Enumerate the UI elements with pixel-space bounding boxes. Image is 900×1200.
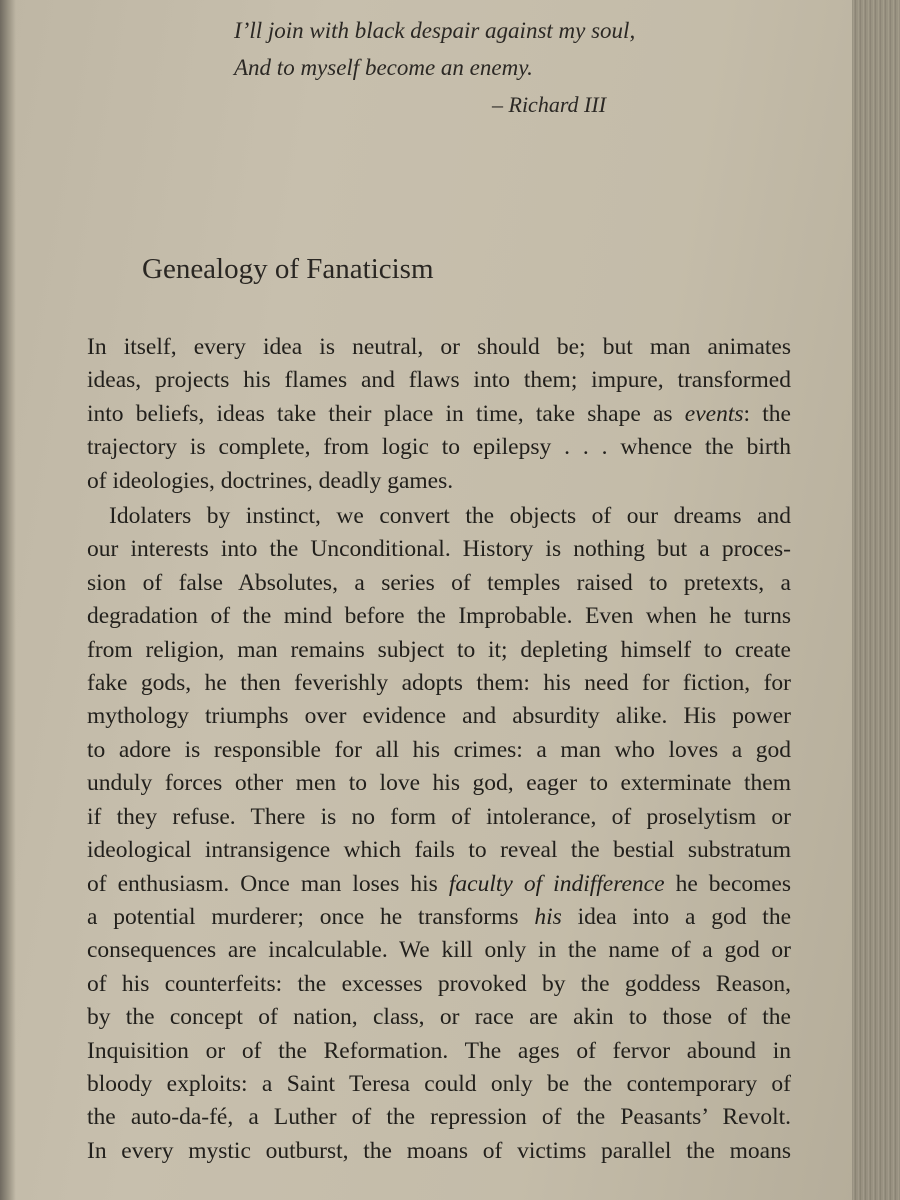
text-line: consequences are incalculable. We kill only in the name of a god or — [87, 937, 791, 964]
emphasis: events — [684, 400, 744, 427]
text-line: bloody exploits: a Saint Teresa could only be the contemporary of — [87, 1070, 791, 1097]
text-line: to adore is responsible for all his crimes: a man who loves a god — [87, 736, 791, 763]
text-line: sion of false Absolutes, a series of temples raised to pretexts, a — [87, 569, 791, 596]
text-line: ideological intransigence which fails to reveal the bestial substratum — [87, 837, 791, 864]
paragraph-2 — [87, 500, 791, 1168]
text-line: degradation of the mind before the Improbable. Even when he turns — [87, 603, 791, 630]
text-line: of his counterfeits: the excesses provoked by the goddess Reason, — [87, 970, 791, 997]
text-line: our interests into the Unconditional. History is nothing but a proces- — [87, 536, 791, 563]
text-line: a potential murderer; once he transforms his idea into a god the — [87, 903, 791, 930]
epigraph — [234, 12, 635, 86]
epigraph-line: And to myself become an enemy. — [234, 55, 533, 80]
page-gutter-shadow — [0, 0, 16, 1200]
text-line: of enthusiasm. Once man loses his faculty of indifference he becomes — [87, 870, 792, 897]
body-text — [87, 331, 791, 1168]
paragraph-1 — [87, 331, 791, 498]
text-line: by the concept of nation, class, or race are akin to those of the — [87, 1004, 791, 1031]
text-line: the auto-da-fé, a Luther of the repression of the Peasants’ Revolt. — [87, 1104, 791, 1131]
text-line: fake gods, he then feverishly adopts them: his need for fiction, for — [87, 670, 791, 697]
page-edges — [852, 0, 900, 1200]
text-line: ideas, projects his flames and flaws into them; impure, transformed — [87, 367, 791, 394]
epigraph-attribution: – Richard III — [492, 92, 607, 117]
text-line: from religion, man remains subject to it; depleting himself to create — [87, 636, 791, 663]
text-line: into beliefs, ideas take their place in time, take shape as events: the — [87, 400, 791, 427]
epigraph-line: I’ll join with black despair against my soul, — [234, 18, 636, 43]
text-line: unduly forces other men to love his god, eager to exterminate them — [87, 770, 791, 797]
emphasis: his — [534, 903, 562, 930]
emphasis: faculty of indifference — [448, 870, 665, 897]
text-line: of ideologies, doctrines, deadly games. — [87, 467, 454, 494]
text-line: Idolaters by instinct, we convert the objects of our dreams and — [109, 503, 791, 530]
text-line: mythology triumphs over evidence and absurdity alike. His power — [87, 703, 791, 730]
chapter-title: Genealogy of Fanaticism — [142, 253, 434, 285]
text-line: In every mystic outburst, the moans of victims parallel the moans — [87, 1137, 791, 1164]
text-line: if they refuse. There is no form of intolerance, of proselytism or — [87, 803, 791, 830]
text-line: In itself, every idea is neutral, or should be; but man animates — [87, 334, 791, 360]
text-line: Inquisition or of the Reformation. The ages of fervor abound in — [87, 1037, 791, 1064]
text-line: trajectory is complete, from logic to epilepsy . . . whence the birth — [87, 434, 791, 461]
